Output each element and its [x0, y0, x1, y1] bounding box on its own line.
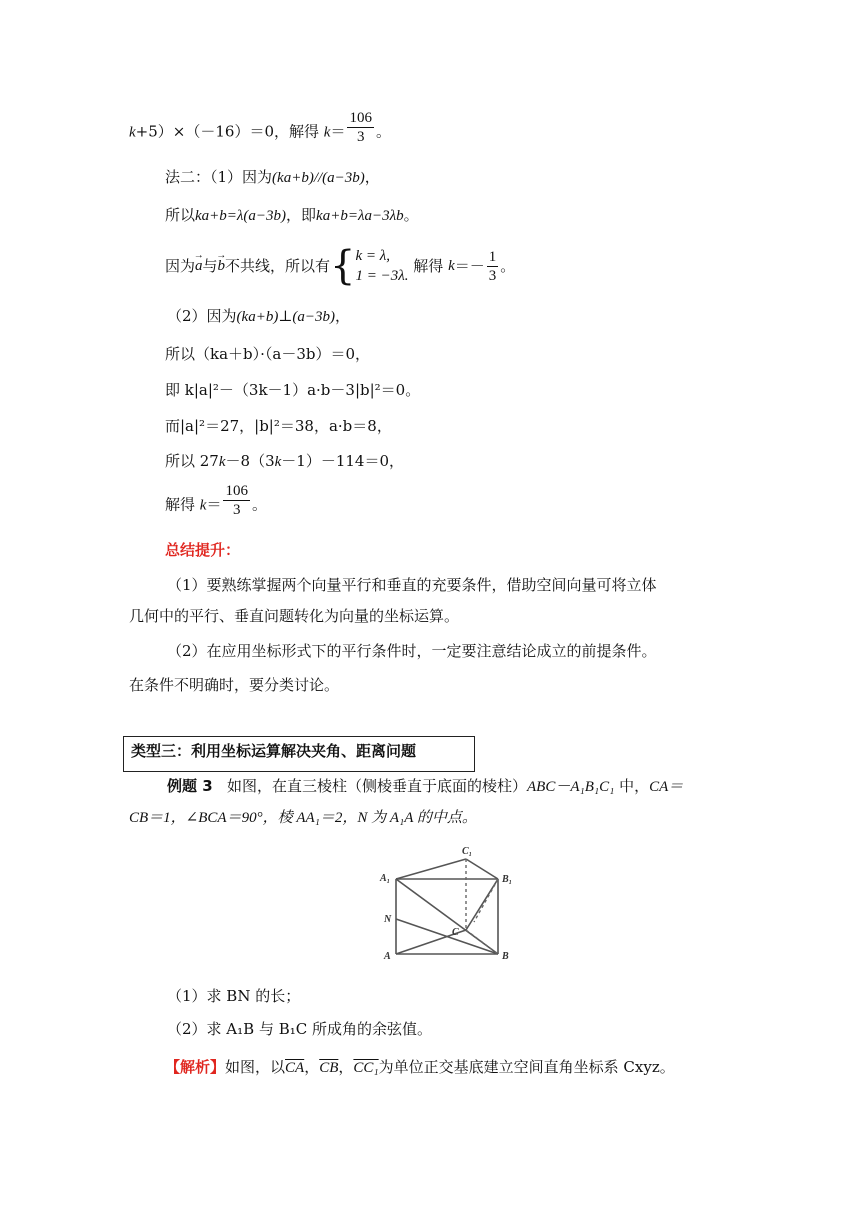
question-2: （2）求 A₁B 与 B₁C 所成角的余弦值。 — [167, 1020, 432, 1038]
prism-name: ABC－A₁B₁C₁ — [527, 779, 615, 795]
text: 因为 — [165, 257, 196, 275]
punct: 。 — [500, 257, 516, 275]
equals: ＝－ — [454, 257, 485, 275]
section-title: 类型三：利用坐标运算解决夹角、距离问题 — [131, 742, 417, 760]
numerator: 106 — [225, 483, 248, 499]
equals: ＝ — [330, 122, 346, 141]
summary-p1a: （1）要熟练掌握两个向量平行和垂直的充要条件，借助空间向量可将立体 — [167, 576, 657, 594]
question-1: （1）求 BN 的长； — [167, 987, 301, 1005]
label-a1: A₁ — [380, 873, 391, 884]
vector-cb: $\overline{CB}$ — [319, 1060, 339, 1076]
label-c1: C₁ — [462, 846, 473, 857]
fraction — [487, 248, 499, 285]
vector-expression: ka+b=λ(a−3b) — [195, 208, 287, 224]
denominator: 3 — [232, 502, 241, 518]
label-c: C — [452, 927, 459, 938]
text: 中， — [614, 777, 650, 795]
label-b: B — [502, 951, 509, 962]
summary-title: 总结提升： — [165, 541, 241, 559]
text: 法二：（1）因为 — [165, 168, 273, 186]
var-k: k — [274, 454, 282, 470]
var-k: k — [129, 124, 136, 141]
line-result-1 — [129, 110, 391, 146]
denominator: 3 — [488, 267, 497, 284]
punct: ， — [364, 168, 380, 186]
line-so-3 — [165, 451, 404, 472]
text: 如图，以 — [225, 1058, 286, 1076]
brace-glyph: { — [330, 243, 356, 289]
text: －1）－114＝0， — [281, 452, 405, 470]
var-k: k — [323, 124, 331, 141]
label-a: A — [384, 951, 391, 962]
vector-a: → a — [195, 256, 203, 276]
var-k: k — [199, 497, 207, 514]
line-so-1 — [165, 205, 419, 226]
text: －8（3 — [225, 452, 275, 470]
var-k: k — [448, 258, 455, 274]
equation-1: k = λ, — [355, 248, 391, 264]
equation-2: 1 = −3λ. — [355, 268, 409, 284]
punct: 。 — [251, 495, 267, 514]
vector-b: → b — [218, 256, 226, 276]
punct: ， — [335, 307, 351, 325]
text: 所以 — [165, 206, 196, 224]
segment-a1b — [396, 879, 498, 954]
text: ，即 — [286, 206, 317, 224]
text: 解得 — [165, 495, 200, 514]
punct: 。 — [375, 122, 391, 141]
vector-expression: (ka+b)//(a−3b) — [272, 170, 365, 186]
method2-line — [165, 167, 380, 188]
vector-expression: ka+b=λa−3λb — [316, 208, 404, 224]
text: 解得 — [413, 257, 449, 275]
edge-c1b1 — [466, 859, 498, 879]
var-k: k — [218, 454, 226, 470]
summary-p2a: （2）在应用坐标形式下的平行条件时，一定要注意结论成立的前提条件。 — [167, 642, 657, 660]
equation-system — [356, 246, 409, 286]
fraction — [347, 109, 374, 146]
vector-ca: $\overline{CA}$ — [285, 1060, 305, 1076]
denominator: 3 — [356, 129, 365, 145]
example-label: 例题 3 — [167, 777, 213, 795]
text: +5）×（－16）＝0，解得 — [135, 122, 324, 141]
text: 所以 27 — [165, 452, 219, 470]
summary-p2b: 在条件不明确时，要分类讨论。 — [129, 676, 340, 694]
label-n: N — [384, 914, 392, 925]
text: 与 — [202, 257, 218, 275]
example-line-1 — [167, 776, 683, 797]
punct: 。 — [403, 206, 419, 224]
line-er: 而|a|²＝27，|b|²＝38，a·b＝8， — [165, 417, 392, 435]
numerator: 106 — [349, 110, 372, 126]
punct: ， — [338, 1058, 354, 1076]
analysis-tag: 【解析】 — [165, 1058, 226, 1076]
line-ji: 即 k|a|²－（3k－1）a·b－3|b|²＝0。 — [165, 381, 421, 399]
label-b1: B₁ — [502, 874, 513, 885]
prism-figure — [378, 842, 518, 964]
text: 不共线，所以有 — [225, 257, 331, 275]
vector-cc1: CC₁ — [353, 1060, 379, 1076]
text: 为单位正交基底建立空间直角坐标系 Cxyz。 — [378, 1058, 675, 1076]
summary-p1b: 几何中的平行、垂直问题转化为向量的坐标运算。 — [129, 607, 460, 625]
line-so-2: 所以（ka＋b）·（a－3b）＝0， — [165, 345, 371, 363]
numerator: 1 — [488, 248, 497, 265]
punct: ， — [304, 1058, 320, 1076]
text: 如图，在直三棱柱（侧棱垂直于底面的棱柱） — [226, 777, 527, 795]
text: CA＝ — [649, 779, 684, 795]
line-solve — [165, 483, 267, 519]
line-because — [165, 243, 516, 289]
fraction — [223, 482, 250, 519]
example-line-2: CB＝1，∠BCA＝90°，棱 AA₁＝2，N 为 A₁A 的中点。 — [129, 810, 477, 826]
dash-b1c — [474, 879, 498, 922]
text: （2）因为 — [167, 307, 237, 325]
analysis-line — [165, 1057, 675, 1078]
edge-a1c1 — [396, 859, 466, 879]
part2-line — [167, 306, 350, 327]
equals: ＝ — [206, 495, 222, 514]
segment-b1c — [466, 879, 498, 930]
vector-expression: (ka+b)⊥(a−3b) — [236, 309, 336, 325]
